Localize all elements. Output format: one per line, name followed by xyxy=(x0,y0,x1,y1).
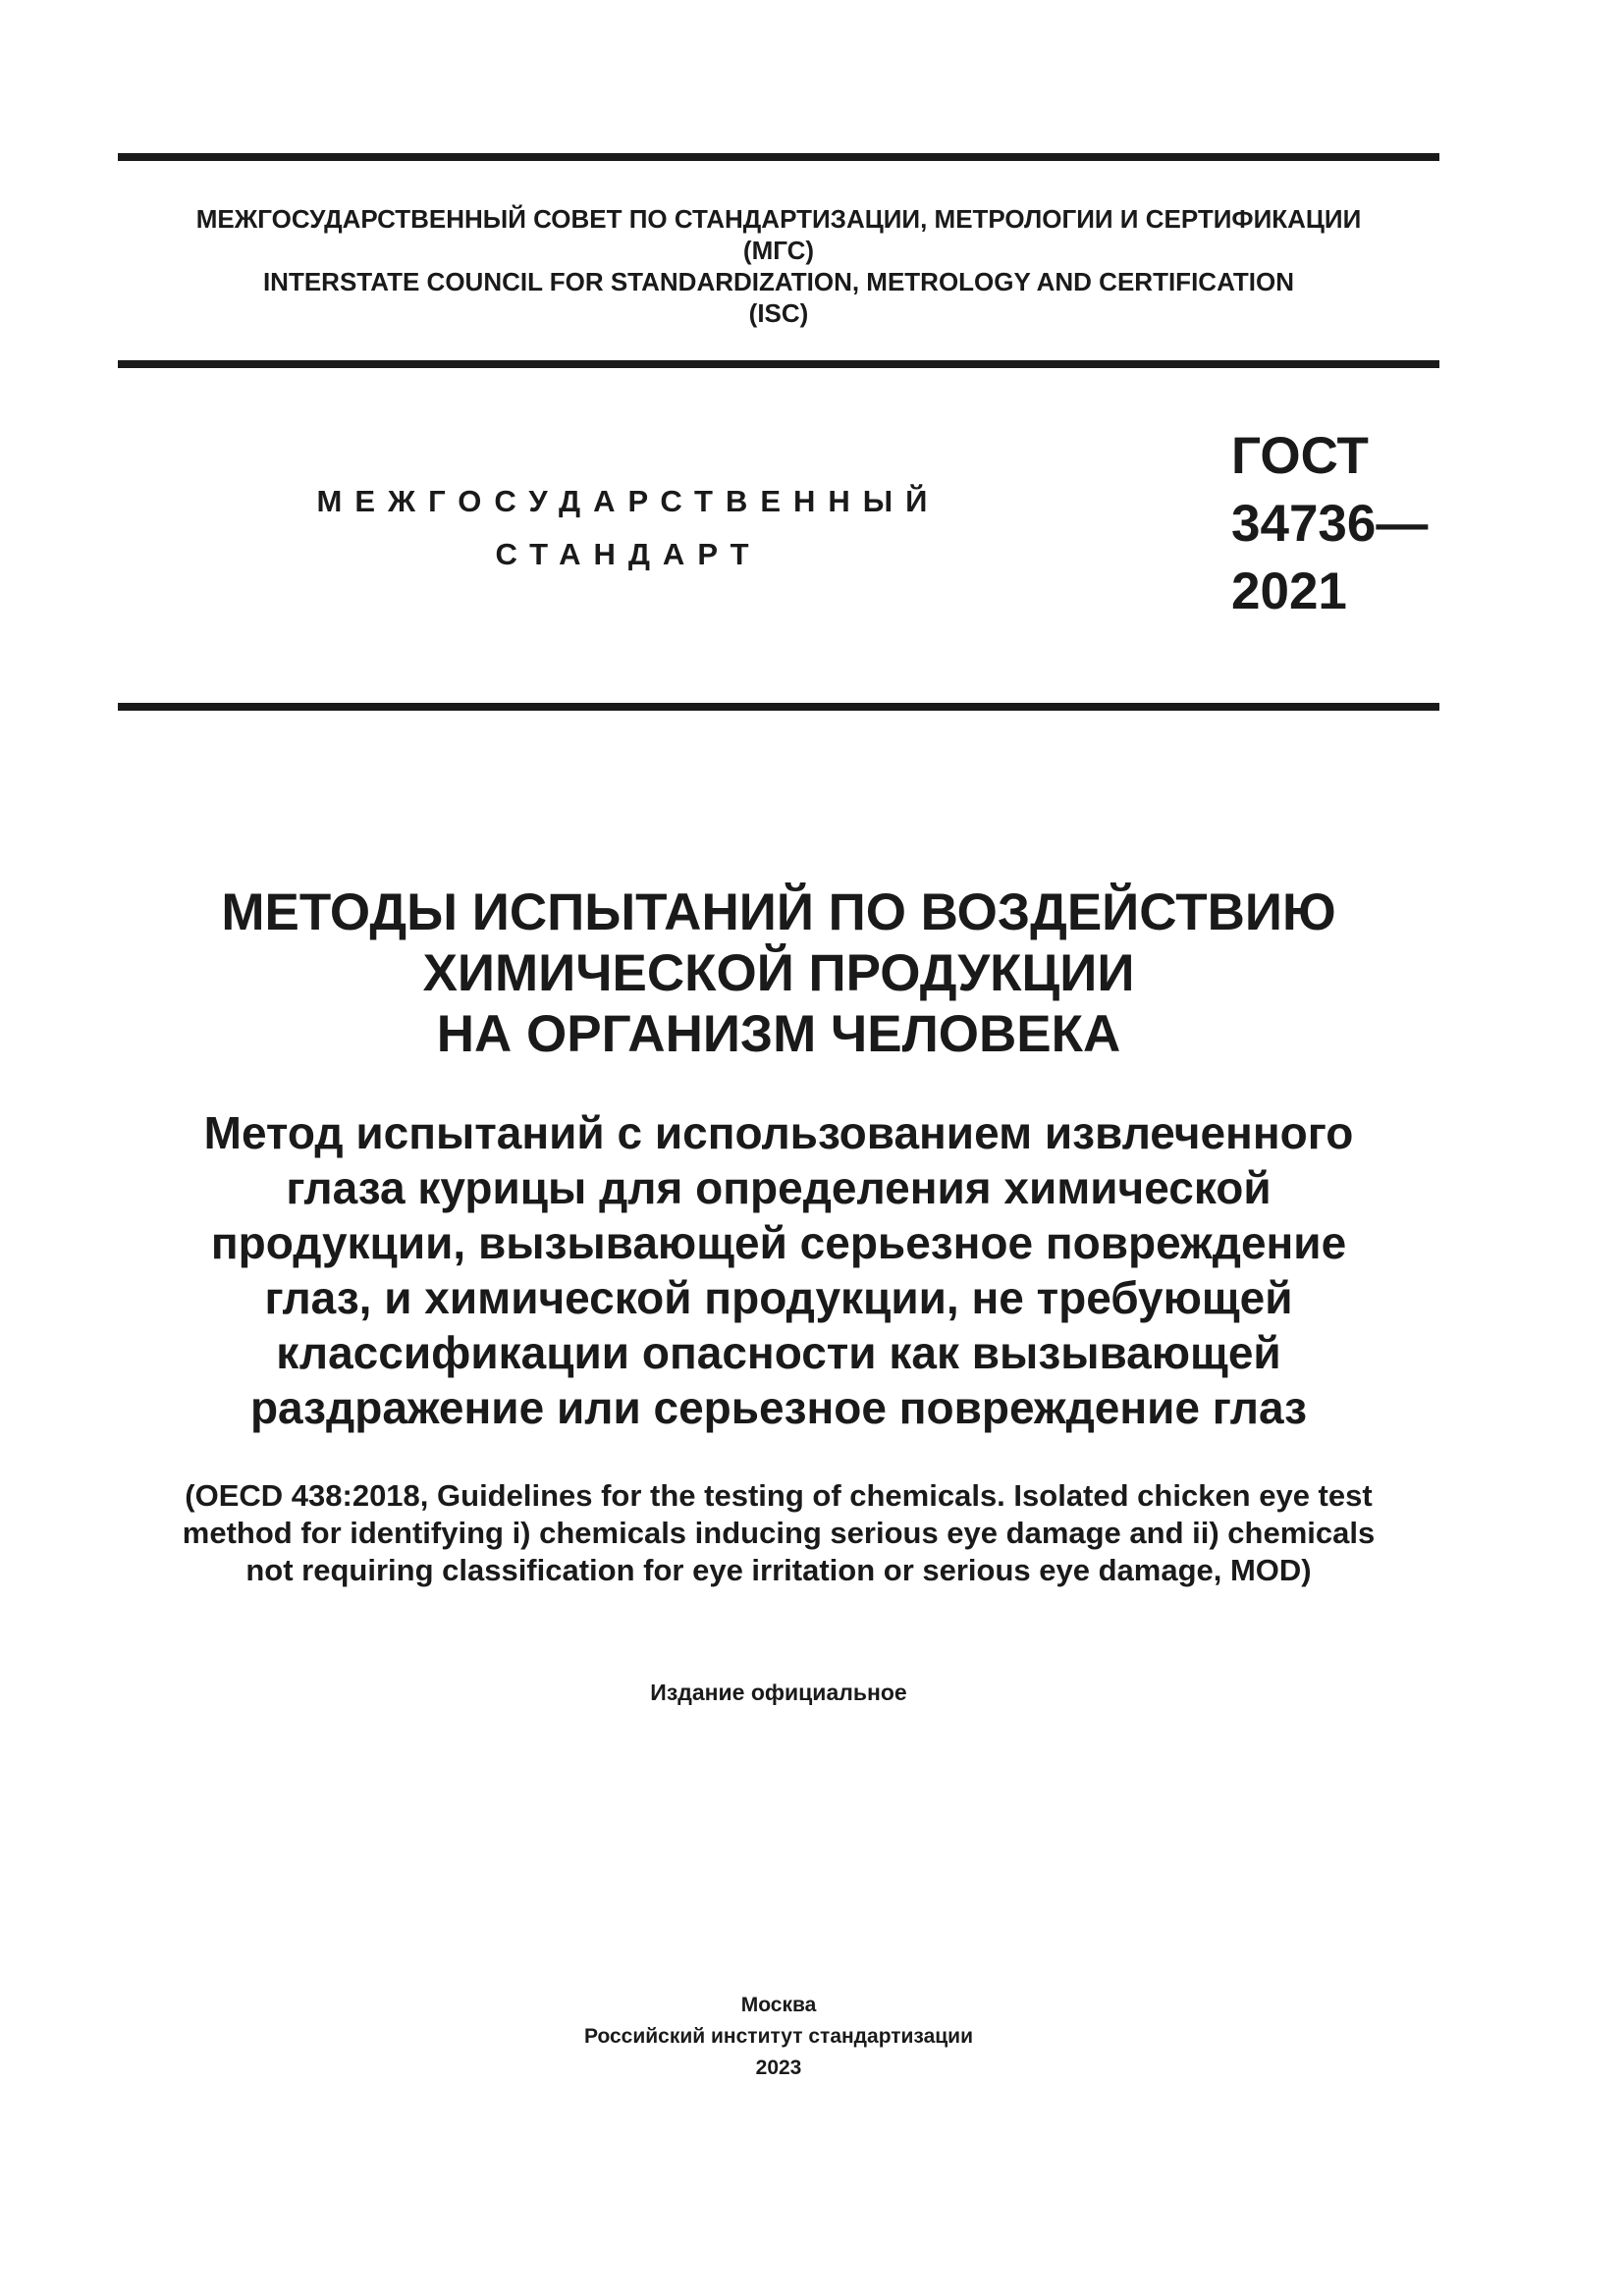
council-abbr-en: (ISC) xyxy=(748,298,809,328)
title-line: МЕТОДЫ ИСПЫТАНИЙ ПО ВОЗДЕЙСТВИЮ xyxy=(221,883,1336,941)
subtitle-line: классификации опасности как вызывающей xyxy=(276,1327,1281,1378)
council-name-ru: МЕЖГОСУДАРСТВЕННЫЙ СОВЕТ ПО СТАНДАРТИЗАЦИИ, МЕТРОЛОГИИ И СЕРТИФИКАЦИИ xyxy=(195,204,1362,234)
council-divider xyxy=(118,360,1439,368)
gost-year: 2021 xyxy=(1231,562,1347,620)
oecd-reference xyxy=(118,1477,1439,1589)
reference-line: method for identifying i) chemicals inducing serious eye damage and ii) chemicals xyxy=(182,1516,1376,1550)
subtitle-line: глаз, и химической продукции, не требующей xyxy=(264,1272,1293,1323)
publisher-block xyxy=(118,1990,1439,2084)
reference-line: (OECD 438:2018, Guidelines for the testing of chemicals. Isolated chicken eye test xyxy=(185,1478,1373,1513)
publisher-name: Российский институт стандартизации xyxy=(583,2025,974,2048)
edition-label: Издание официальное xyxy=(650,1680,907,1705)
title-line: ХИМИЧЕСКОЙ ПРОДУКЦИИ xyxy=(422,944,1135,1002)
gost-designation xyxy=(1231,422,1428,625)
subtitle-line: раздражение или серьезное повреждение глаз xyxy=(249,1382,1308,1433)
reference-line: not requiring classification for eye irritation or serious eye damage, MOD) xyxy=(245,1553,1312,1587)
standard-type-label xyxy=(314,475,943,581)
designation-divider xyxy=(118,703,1439,711)
standard-type-line-2: СТАНДАРТ xyxy=(495,537,762,571)
document-subtitle xyxy=(118,1105,1439,1435)
council-abbr-ru: (МГС) xyxy=(742,236,815,265)
gost-prefix: ГОСТ xyxy=(1231,427,1369,485)
top-divider xyxy=(118,153,1439,161)
subtitle-line: Метод испытаний с использованием извлеченного xyxy=(203,1107,1354,1158)
council-name-en: INTERSTATE COUNCIL FOR STANDARDIZATION, METROLOGY AND CERTIFICATION xyxy=(262,267,1295,296)
subtitle-line: глаза курицы для определения химической xyxy=(286,1162,1272,1213)
document-title xyxy=(118,882,1439,1065)
publication-year: 2023 xyxy=(755,2056,802,2079)
gost-number: 34736— xyxy=(1231,495,1429,553)
subtitle-line: продукции, вызывающей серьезное повреждение xyxy=(210,1217,1347,1268)
title-line: НА ОРГАНИЗМ ЧЕЛОВЕКА xyxy=(436,1005,1121,1063)
publisher-city: Москва xyxy=(740,1994,817,2016)
council-header xyxy=(118,203,1439,329)
standard-type-line-1: МЕЖГОСУДАРСТВЕННЫЙ xyxy=(316,484,941,518)
